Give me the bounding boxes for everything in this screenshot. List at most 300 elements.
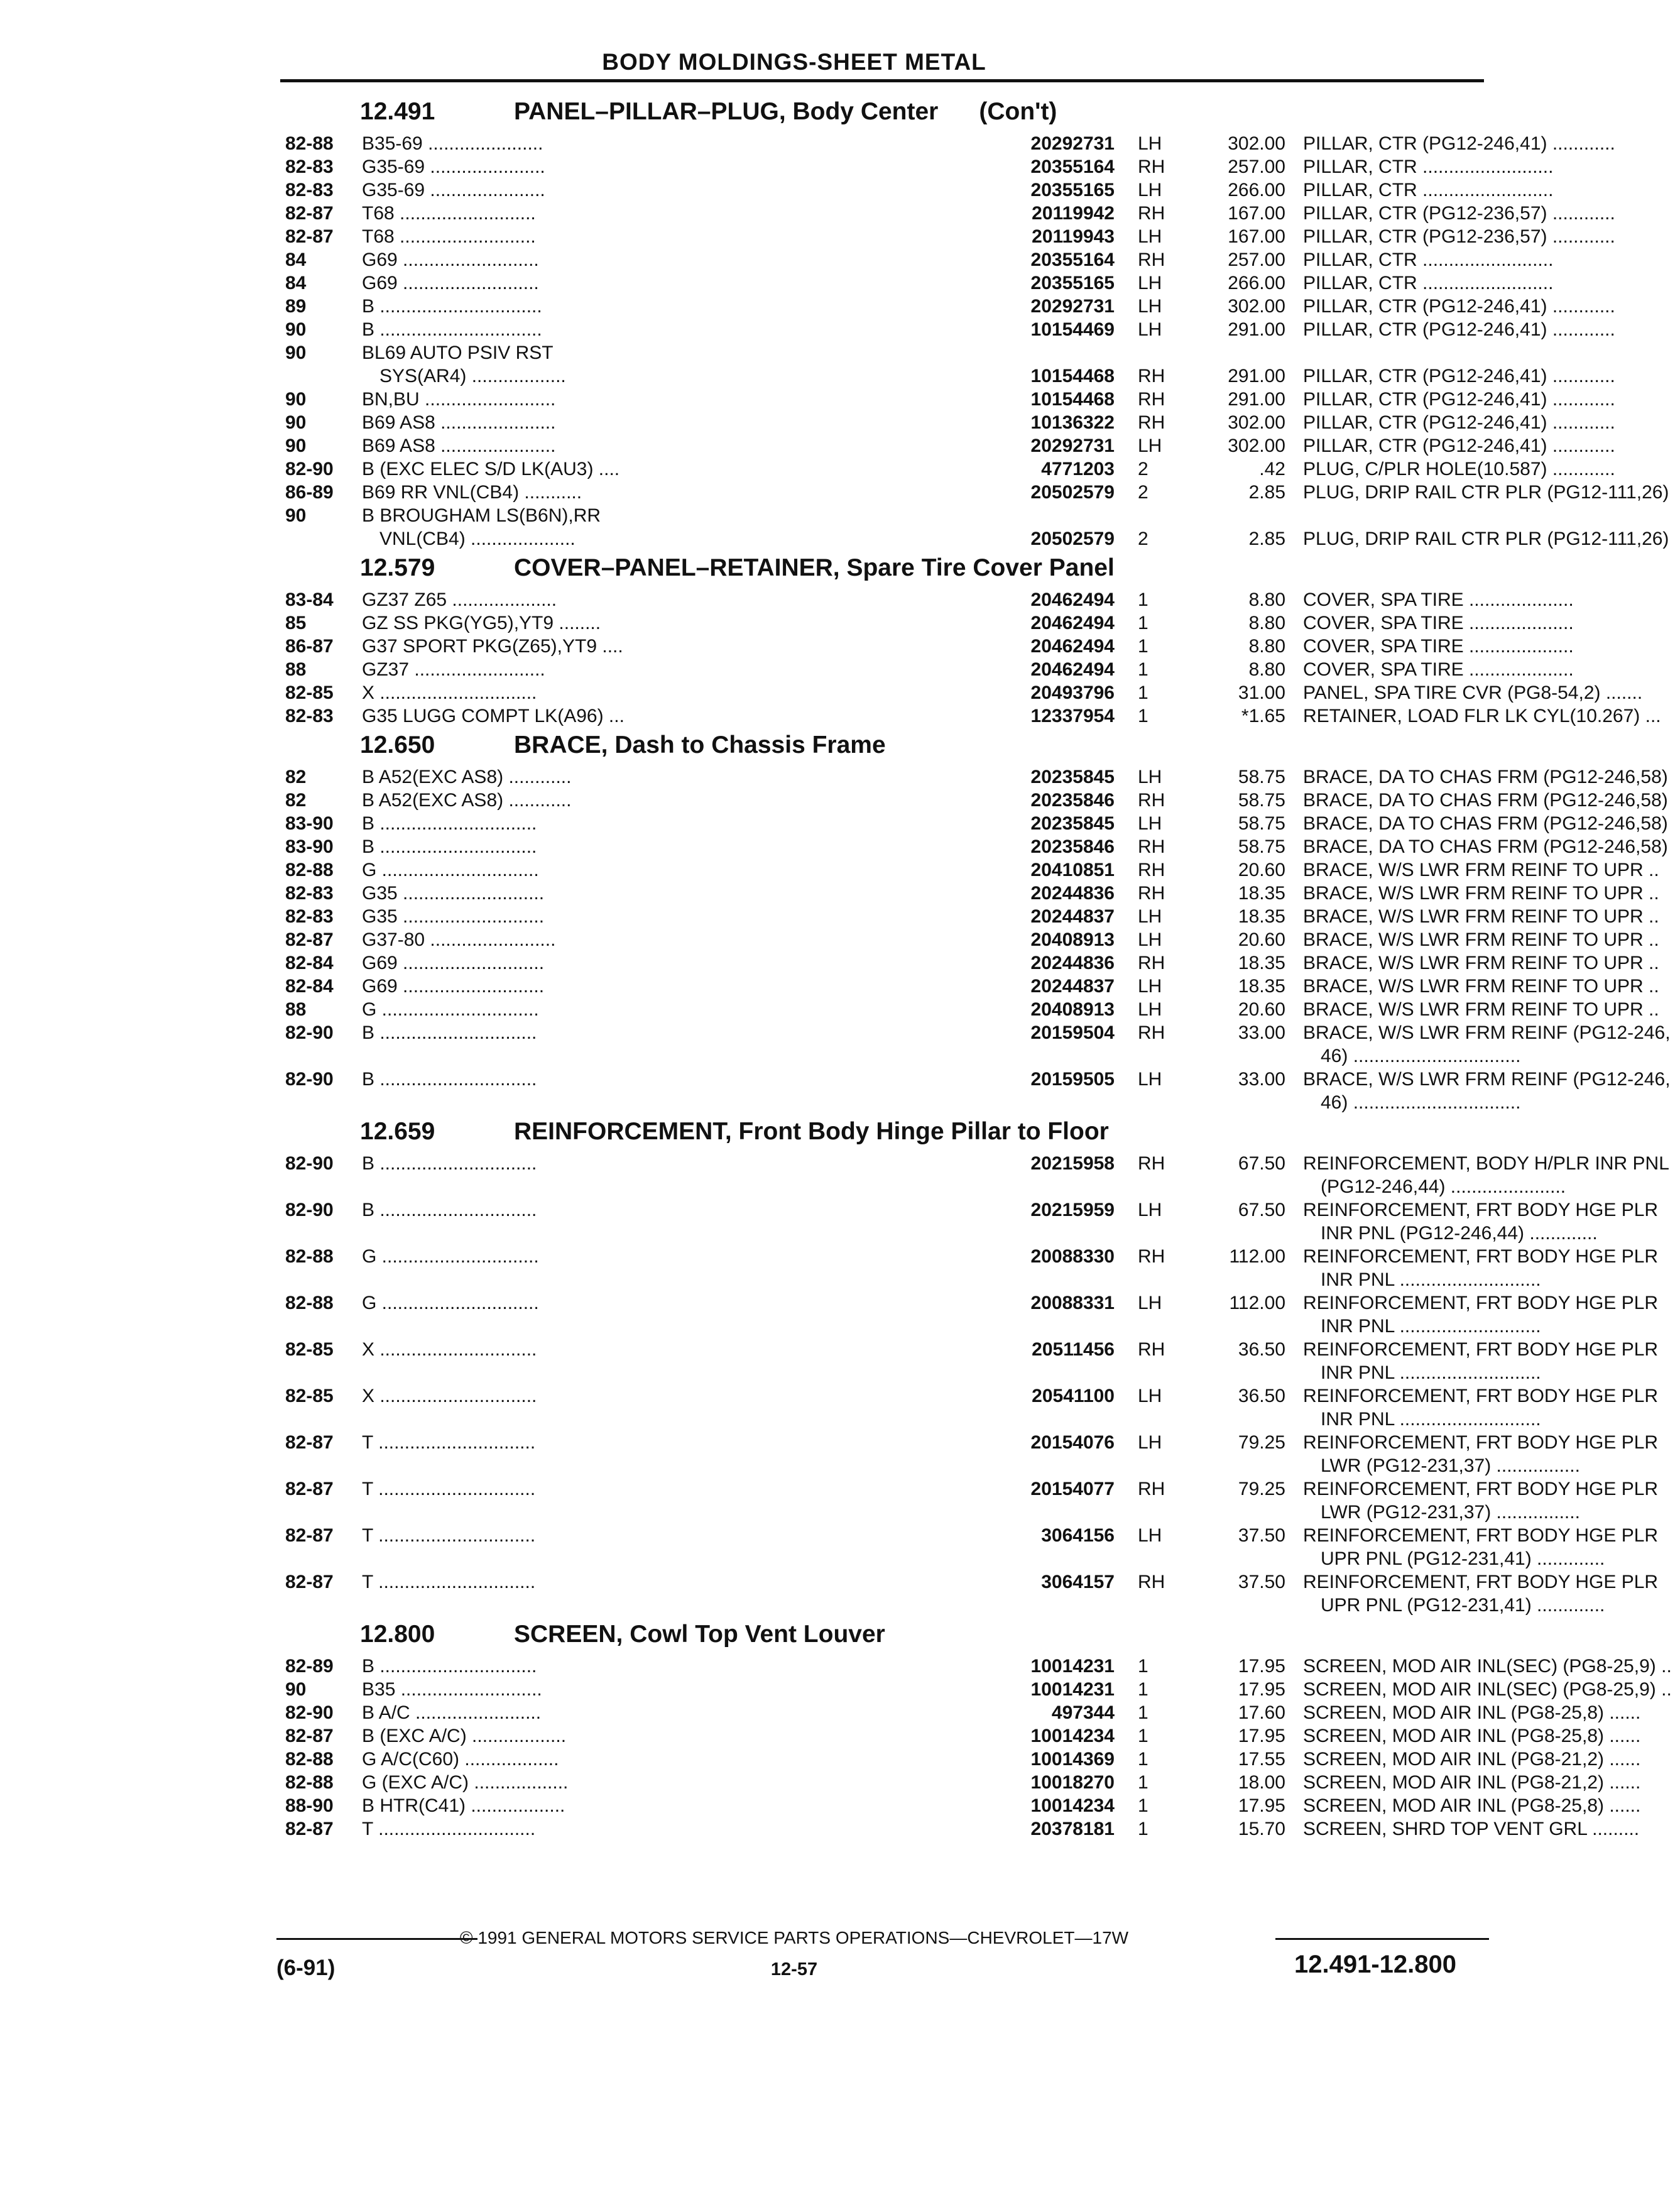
model-code: T68 ..........................	[362, 203, 536, 224]
part-number: 3064157	[1041, 1572, 1115, 1592]
model-code: B35 ...........................	[362, 1679, 542, 1700]
model-year: 82-87	[285, 1432, 334, 1453]
description-line2: LWR (PG12-231,37) ................	[1321, 1502, 1580, 1523]
quantity: RH	[1138, 203, 1165, 224]
model-year: 90	[285, 1679, 307, 1700]
price: 36.50	[1238, 1339, 1285, 1360]
table-row	[280, 704, 1661, 728]
part-description: BRACE, DA TO CHAS FRM (PG12-246,58)	[1303, 767, 1668, 787]
quantity: LH	[1138, 435, 1162, 456]
quantity: RH	[1138, 790, 1165, 811]
model-year: 82-90	[285, 459, 334, 479]
part-number: 10014231	[1030, 1679, 1115, 1700]
quantity: RH	[1138, 389, 1165, 410]
page-number: 12-57	[770, 1959, 818, 1979]
table-row	[280, 975, 1659, 998]
model-year: 86-89	[285, 482, 334, 503]
price: 266.00	[1228, 273, 1285, 293]
part-description	[1303, 1021, 1680, 1068]
part-description: BRACE, DA TO CHAS FRM (PG12-246,58)	[1303, 813, 1668, 834]
model-code: B (EXC A/C) ..................	[362, 1726, 567, 1746]
quantity: LH	[1138, 1069, 1162, 1090]
price: 291.00	[1228, 319, 1285, 340]
model-code: GZ37 .........................	[362, 659, 545, 680]
quantity: 1	[1138, 682, 1148, 703]
model-year: 82-87	[285, 929, 334, 950]
table-row	[280, 1291, 1659, 1338]
price: 8.80	[1248, 589, 1285, 610]
table-row	[280, 928, 1659, 951]
price: 302.00	[1228, 133, 1285, 154]
model-year: 83-84	[285, 589, 334, 610]
table-row	[280, 318, 1615, 341]
model-code: GZ37 Z65 ....................	[362, 589, 557, 610]
price: 20.60	[1238, 860, 1285, 880]
price: 58.75	[1238, 813, 1285, 834]
header-rule	[280, 79, 1484, 82]
price: 8.80	[1248, 636, 1285, 657]
model-code: G37-80 ........................	[362, 929, 556, 950]
model-year: 82-85	[285, 682, 334, 703]
section-header	[280, 94, 1483, 132]
table-row	[280, 1431, 1659, 1477]
table-row	[280, 1021, 1671, 1068]
section-title-text: COVER–PANEL–RETAINER, Spare Tire Cover Panel	[514, 554, 1115, 581]
table-row	[280, 1245, 1659, 1291]
part-number: 10154468	[1030, 389, 1115, 410]
model-year: 82-83	[285, 906, 334, 927]
section-number: 12.579	[360, 554, 435, 581]
model-year: 88	[285, 659, 307, 680]
model-code: B69 AS8 ......................	[362, 412, 556, 433]
quantity: LH	[1138, 813, 1162, 834]
part-description	[1303, 1068, 1680, 1114]
part-number: 20408913	[1030, 929, 1115, 950]
model-year: 82-87	[285, 1819, 334, 1839]
part-number: 10136322	[1030, 412, 1115, 433]
model-year: 90	[285, 505, 307, 526]
model-code: B35-69 ......................	[362, 133, 543, 154]
price: 79.25	[1238, 1479, 1285, 1499]
model-code: T ..............................	[362, 1819, 536, 1839]
price: 167.00	[1228, 203, 1285, 224]
model-year: 82-90	[285, 1200, 334, 1220]
price: 58.75	[1238, 790, 1285, 811]
part-description: SCREEN, MOD AIR INL (PG8-21,2) ......	[1303, 1772, 1641, 1793]
part-description: PILLAR, CTR .........................	[1303, 273, 1554, 293]
revision-date: (6-91)	[276, 1956, 335, 1980]
part-number: 20292731	[1030, 435, 1115, 456]
part-description: PILLAR, CTR (PG12-246,41) ............	[1303, 133, 1615, 154]
part-number: 10014231	[1030, 1656, 1115, 1677]
description-line2: LWR (PG12-231,37) ................	[1321, 1455, 1580, 1476]
model-year: 82-90	[285, 1022, 334, 1043]
part-description: PILLAR, CTR (PG12-246,41) ............	[1303, 389, 1615, 410]
part-description: SCREEN, MOD AIR INL (PG8-25,8) ......	[1303, 1702, 1641, 1723]
part-number: 20292731	[1030, 296, 1115, 317]
model-code	[362, 504, 902, 550]
model-code: G69 ..........................	[362, 273, 539, 293]
quantity: LH	[1138, 767, 1162, 787]
price: .42	[1259, 459, 1285, 479]
model-code: G ..............................	[362, 1246, 539, 1267]
part-description	[1303, 1152, 1680, 1198]
model-year: 82-83	[285, 706, 334, 726]
price: 257.00	[1228, 249, 1285, 270]
price: 18.00	[1238, 1772, 1285, 1793]
part-number: 20154076	[1030, 1432, 1115, 1453]
model-year: 82-90	[285, 1153, 334, 1174]
part-number: 10014234	[1030, 1795, 1115, 1816]
model-code: T ..............................	[362, 1432, 536, 1453]
model-code: B A52(EXC AS8) ............	[362, 790, 572, 811]
table-row	[280, 1748, 1641, 1771]
section-title	[514, 554, 1115, 582]
table-row	[280, 835, 1668, 858]
table-row	[280, 248, 1554, 271]
quantity: 1	[1138, 706, 1148, 726]
part-description: COVER, SPA TIRE ....................	[1303, 659, 1574, 680]
model-code: G37 SPORT PKG(Z65),YT9 ....	[362, 636, 623, 657]
model-code: X ..............................	[362, 1386, 537, 1406]
price: 257.00	[1228, 156, 1285, 177]
table-row	[280, 411, 1615, 434]
model-code: G35 LUGG COMPT LK(A96) ...	[362, 706, 625, 726]
model-year: 82-88	[285, 133, 334, 154]
quantity: LH	[1138, 296, 1162, 317]
price: 79.25	[1238, 1432, 1285, 1453]
table-row	[280, 588, 1574, 611]
part-number: 20244837	[1030, 976, 1115, 997]
section-header	[280, 1617, 1483, 1655]
price: 58.75	[1238, 767, 1285, 787]
description-line1: REINFORCEMENT, FRT BODY HGE PLR	[1303, 1432, 1659, 1453]
table-row	[280, 1678, 1672, 1701]
part-number: 20244836	[1030, 953, 1115, 973]
model-year: 82-83	[285, 180, 334, 200]
price: 20.60	[1238, 999, 1285, 1020]
model-year: 82-87	[285, 226, 334, 247]
table-row	[280, 1724, 1641, 1748]
model-code: B ..............................	[362, 1069, 537, 1090]
model-year: 82-87	[285, 1479, 334, 1499]
price: 15.70	[1238, 1819, 1285, 1839]
part-description: PILLAR, CTR (PG12-236,57) ............	[1303, 226, 1615, 247]
price: 37.50	[1238, 1572, 1285, 1592]
model-year: 84	[285, 249, 307, 270]
part-number: 20244837	[1030, 906, 1115, 927]
parts-listing	[280, 94, 1672, 1841]
part-description: SCREEN, MOD AIR INL (PG8-25,8) ......	[1303, 1726, 1641, 1746]
table-row	[280, 1570, 1659, 1617]
price: 33.00	[1238, 1069, 1285, 1090]
table-row	[280, 155, 1554, 178]
part-number: 20462494	[1030, 613, 1115, 633]
price: 17.60	[1238, 1702, 1285, 1723]
quantity: RH	[1138, 412, 1165, 433]
quantity: 1	[1138, 1819, 1148, 1839]
model-code: B (EXC ELEC S/D LK(AU3) ....	[362, 459, 620, 479]
part-description: SCREEN, MOD AIR INL(SEC) (PG8-25,9) ..	[1303, 1656, 1672, 1677]
description-line1: REINFORCEMENT, FRT BODY HGE PLR	[1303, 1572, 1659, 1592]
part-number: 20502579	[1030, 528, 1115, 549]
table-row	[280, 765, 1668, 789]
model-code: G ..............................	[362, 999, 539, 1020]
table-row	[280, 1338, 1659, 1384]
table-row	[280, 951, 1659, 975]
description-line2: 46) ................................	[1321, 1046, 1521, 1066]
model-code-line2: SYS(AR4) ..................	[379, 366, 566, 386]
description-line2: INR PNL ...........................	[1321, 1269, 1541, 1290]
description-line1: REINFORCEMENT, FRT BODY HGE PLR	[1303, 1479, 1659, 1499]
model-year: 90	[285, 435, 307, 456]
part-description: BRACE, W/S LWR FRM REINF TO UPR ..	[1303, 860, 1659, 880]
quantity: 1	[1138, 1749, 1148, 1770]
price: 33.00	[1238, 1022, 1285, 1043]
model-year: 89	[285, 296, 307, 317]
model-code: B ...............................	[362, 296, 542, 317]
model-code-line1: BL69 AUTO PSIV RST	[362, 342, 554, 363]
model-code: B A/C ........................	[362, 1702, 542, 1723]
model-code: T ..............................	[362, 1525, 536, 1546]
quantity: RH	[1138, 883, 1165, 904]
description-line1: REINFORCEMENT, FRT BODY HGE PLR	[1303, 1525, 1659, 1546]
model-year: 82-90	[285, 1702, 334, 1723]
part-number: 20355165	[1030, 180, 1115, 200]
table-row	[280, 858, 1659, 882]
price: 112.00	[1229, 1246, 1285, 1267]
quantity: 1	[1138, 1656, 1148, 1677]
quantity: LH	[1138, 1386, 1162, 1406]
model-year: 90	[285, 389, 307, 410]
price: *1.65	[1241, 706, 1285, 726]
price: 302.00	[1228, 296, 1285, 317]
table-row	[280, 341, 1615, 388]
model-code: B69 AS8 ......................	[362, 435, 556, 456]
quantity: 1	[1138, 659, 1148, 680]
model-code: G35-69 ......................	[362, 180, 545, 200]
part-description: PLUG, DRIP RAIL CTR PLR (PG12-111,26)	[1303, 528, 1669, 549]
section-title	[514, 731, 886, 759]
part-description: RETAINER, LOAD FLR LK CYL(10.267) ...	[1303, 706, 1661, 726]
part-number: 10154468	[1030, 366, 1115, 386]
part-number: 12337954	[1030, 706, 1115, 726]
section-title	[514, 1118, 1109, 1146]
description-line1: BRACE, W/S LWR FRM REINF (PG12-246,	[1303, 1022, 1671, 1043]
model-year: 88-90	[285, 1795, 334, 1816]
table-row	[280, 789, 1668, 812]
model-code: B ..............................	[362, 1022, 537, 1043]
quantity: 2	[1138, 528, 1148, 549]
model-year: 88	[285, 999, 307, 1020]
model-year: 82-88	[285, 1293, 334, 1313]
price: 2.85	[1248, 528, 1285, 549]
part-number: 20119942	[1032, 203, 1115, 224]
part-description	[1303, 1431, 1680, 1477]
description-line1: REINFORCEMENT, BODY H/PLR INR PNL	[1303, 1153, 1669, 1174]
quantity: LH	[1138, 226, 1162, 247]
part-number: 20462494	[1030, 589, 1115, 610]
table-row	[280, 1524, 1659, 1570]
part-number: 20235846	[1030, 790, 1115, 811]
model-year: 82-87	[285, 203, 334, 224]
quantity: LH	[1138, 929, 1162, 950]
model-year: 82-83	[285, 883, 334, 904]
model-code: G (EXC A/C) ..................	[362, 1772, 569, 1793]
model-code: B A52(EXC AS8) ............	[362, 767, 572, 787]
model-code: G69 ...........................	[362, 976, 545, 997]
part-number: 20215959	[1030, 1200, 1115, 1220]
model-year: 82-88	[285, 860, 334, 880]
model-code: G ..............................	[362, 860, 539, 880]
section-number: 12.800	[360, 1621, 435, 1648]
quantity: 1	[1138, 1795, 1148, 1816]
price: 67.50	[1238, 1153, 1285, 1174]
part-number: 20378181	[1030, 1819, 1115, 1839]
description-line1: REINFORCEMENT, FRT BODY HGE PLR	[1303, 1386, 1659, 1406]
price: 2.85	[1248, 482, 1285, 503]
quantity: LH	[1138, 133, 1162, 154]
part-number: 20410851	[1030, 860, 1115, 880]
price: 112.00	[1229, 1293, 1285, 1313]
description-line2: INR PNL ...........................	[1321, 1316, 1541, 1337]
model-code: G ..............................	[362, 1293, 539, 1313]
model-code: T68 ..........................	[362, 226, 536, 247]
table-row	[280, 1655, 1672, 1678]
model-code: G35-69 ......................	[362, 156, 545, 177]
price: 167.00	[1228, 226, 1285, 247]
part-number: 10018270	[1030, 1772, 1115, 1793]
quantity: RH	[1138, 953, 1165, 973]
quantity: RH	[1138, 1022, 1165, 1043]
part-number: 20355165	[1030, 273, 1115, 293]
model-code: GZ SS PKG(YG5),YT9 ........	[362, 613, 601, 633]
model-year: 82-88	[285, 1246, 334, 1267]
table-row	[280, 225, 1615, 248]
price: 18.35	[1238, 953, 1285, 973]
part-number: 20292731	[1030, 133, 1115, 154]
table-row	[280, 812, 1668, 835]
part-description: PILLAR, CTR .........................	[1303, 180, 1554, 200]
description-line2: INR PNL ...........................	[1321, 1362, 1541, 1383]
section-note: (Con't)	[979, 98, 1057, 125]
quantity: LH	[1138, 319, 1162, 340]
part-number: 20244836	[1030, 883, 1115, 904]
part-description	[1303, 1198, 1680, 1245]
part-description: BRACE, W/S LWR FRM REINF TO UPR ..	[1303, 953, 1659, 973]
price: 266.00	[1228, 180, 1285, 200]
model-year: 84	[285, 273, 307, 293]
part-number: 20502579	[1030, 482, 1115, 503]
quantity: 1	[1138, 1679, 1148, 1700]
description-line1: REINFORCEMENT, FRT BODY HGE PLR	[1303, 1339, 1659, 1360]
model-year: 83-90	[285, 836, 334, 857]
price: 18.35	[1238, 883, 1285, 904]
model-code: B HTR(C41) ..................	[362, 1795, 565, 1816]
quantity: 1	[1138, 1772, 1148, 1793]
price: 17.95	[1238, 1679, 1285, 1700]
part-number: 497344	[1051, 1702, 1115, 1723]
description-line2: UPR PNL (PG12-231,41) .............	[1321, 1595, 1605, 1616]
part-description: PILLAR, CTR (PG12-246,41) ............	[1303, 319, 1615, 340]
section-title	[514, 98, 1057, 126]
part-description: PILLAR, CTR (PG12-246,41) ............	[1303, 435, 1615, 456]
model-year: 90	[285, 342, 307, 363]
part-description: SCREEN, MOD AIR INL (PG8-25,8) ......	[1303, 1795, 1641, 1816]
quantity: LH	[1138, 1525, 1162, 1546]
part-description: PILLAR, CTR (PG12-246,41) ............	[1303, 296, 1615, 317]
model-code: T ..............................	[362, 1572, 536, 1592]
table-row	[280, 295, 1615, 318]
part-description: PILLAR, CTR (PG12-246,41) ............	[1303, 366, 1615, 386]
quantity: RH	[1138, 249, 1165, 270]
part-number: 20235845	[1030, 767, 1115, 787]
part-number: 20088331	[1030, 1293, 1115, 1313]
table-row	[280, 481, 1669, 504]
table-row	[280, 202, 1615, 225]
part-number: 20408913	[1030, 999, 1115, 1020]
table-row	[280, 1817, 1640, 1841]
part-description: BRACE, W/S LWR FRM REINF TO UPR ..	[1303, 883, 1659, 904]
model-code: B ..............................	[362, 1200, 537, 1220]
description-line1: REINFORCEMENT, FRT BODY HGE PLR	[1303, 1200, 1659, 1220]
section-number: 12.650	[360, 731, 435, 758]
quantity: RH	[1138, 860, 1165, 880]
model-code	[362, 341, 902, 388]
table-row	[280, 635, 1574, 658]
part-description	[1303, 1524, 1680, 1570]
table-row	[280, 457, 1615, 481]
part-number: 20493796	[1030, 682, 1115, 703]
model-code: X ..............................	[362, 1339, 537, 1360]
section-header	[280, 550, 1483, 588]
part-number: 20088330	[1030, 1246, 1115, 1267]
model-year: 90	[285, 412, 307, 433]
part-description: PILLAR, CTR .........................	[1303, 249, 1554, 270]
model-code: B ..............................	[362, 1153, 537, 1174]
quantity: LH	[1138, 1432, 1162, 1453]
model-code: G69 ..........................	[362, 249, 539, 270]
model-code-line2: VNL(CB4) ....................	[379, 528, 575, 549]
part-description: BRACE, DA TO CHAS FRM (PG12-246,58)	[1303, 790, 1668, 811]
quantity: 2	[1138, 482, 1148, 503]
part-description: BRACE, W/S LWR FRM REINF TO UPR ..	[1303, 929, 1659, 950]
model-year: 86-87	[285, 636, 334, 657]
quantity: LH	[1138, 999, 1162, 1020]
model-year: 85	[285, 613, 307, 633]
page-header-title: BODY MOLDINGS-SHEET METAL	[602, 49, 986, 75]
quantity: RH	[1138, 1153, 1165, 1174]
section-title-text: SCREEN, Cowl Top Vent Louver	[514, 1621, 885, 1648]
table-row	[280, 1068, 1671, 1114]
part-description	[1303, 1570, 1680, 1617]
price: 8.80	[1248, 613, 1285, 633]
price: 37.50	[1238, 1525, 1285, 1546]
model-year: 82-84	[285, 976, 334, 997]
table-row	[280, 271, 1554, 295]
table-row	[280, 1477, 1659, 1524]
price: 31.00	[1238, 682, 1285, 703]
section-number: 12.491	[360, 98, 435, 125]
model-year: 82-88	[285, 1772, 334, 1793]
table-row	[280, 504, 1669, 550]
quantity: 1	[1138, 1702, 1148, 1723]
price: 18.35	[1238, 906, 1285, 927]
model-year: 90	[285, 319, 307, 340]
part-description: PANEL, SPA TIRE CVR (PG8-54,2) .......	[1303, 682, 1643, 703]
quantity: 2	[1138, 459, 1148, 479]
part-number: 20159504	[1030, 1022, 1115, 1043]
